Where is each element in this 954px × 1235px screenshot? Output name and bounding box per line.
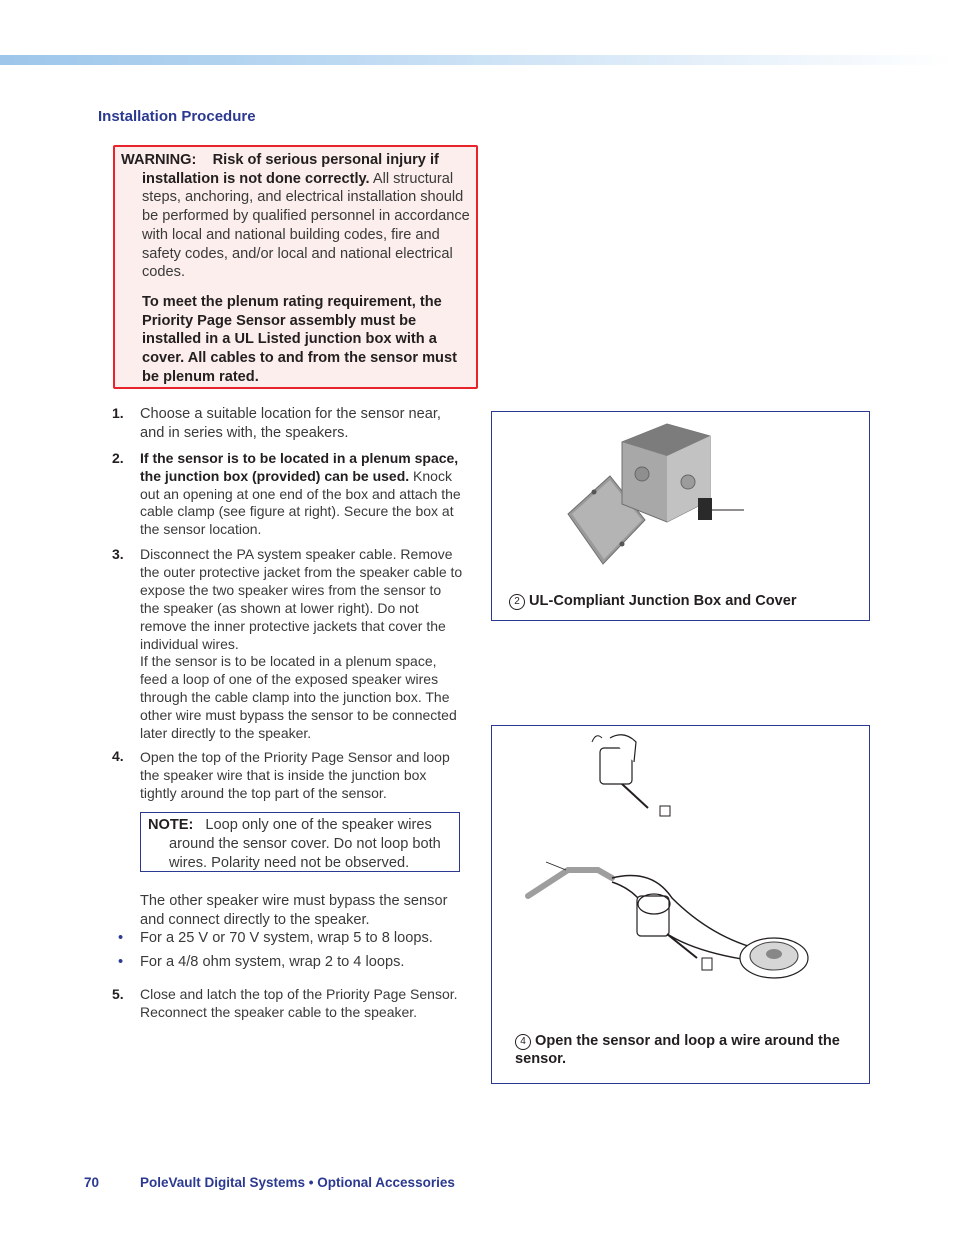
open-arrow (592, 736, 602, 742)
speaker-wire (612, 876, 762, 951)
figure-number-circle: 4 (515, 1034, 531, 1050)
figure-sensor-loop (491, 725, 870, 1084)
sensor-connector (702, 958, 712, 970)
sensor-connector (660, 806, 670, 816)
knockout (681, 475, 695, 489)
figure-caption (509, 592, 797, 610)
warning-paragraph (121, 151, 476, 282)
figure-caption-text: Open the sensor and loop a wire around the sensor. (515, 1033, 840, 1067)
step-3-para-2: If the sensor is to be located in a plenum space, feed a loop of one of the exposed speaker wires through the cable clamp into the junction box. The other wire must bypass the sensor to be connected later directly to the speaker. (140, 653, 457, 742)
speaker-cable (528, 870, 612, 896)
step-number: 5. (112, 986, 124, 1002)
warning-label: WARNING: (121, 152, 197, 168)
cover-screw (620, 542, 625, 547)
bullet-text: For a 4/8 ohm system, wrap 2 to 4 loops. (140, 954, 405, 970)
step-number: 3. (112, 546, 124, 562)
step-3-para-1: Disconnect the PA system speaker cable. Remove the outer protective jacket from the speaker cable to expose the two speaker wires from the sensor to the speaker (as shown at lower right). Do not remove the inner protective jackets that cover the individual wires. (140, 546, 463, 652)
warning-body: All structural steps, anchoring, and electrical installation should be performed by qualified personnel in accordance with local and national building codes, fire and safety codes, and/or local and national electrical codes. (142, 170, 470, 281)
step-1 (112, 405, 464, 445)
warning-box (113, 145, 478, 389)
step-text: Close and latch the top of the Priority Page Sensor. Reconnect the speaker cable to the speaker. (140, 986, 458, 1020)
figure-number-circle: 2 (509, 594, 525, 610)
section-title: Installation Procedure (98, 108, 256, 125)
header-gradient-bar (0, 55, 954, 65)
warning-heading: Risk of serious personal injury if installation is not done correctly. (142, 152, 439, 187)
footer-title: PoleVault Digital Systems • Optional Accessories (140, 1175, 455, 1190)
junction-box-illustration (492, 412, 868, 582)
step-text: Open the top of the Priority Page Sensor and loop the speaker wire that is inside the junction box tightly around the top part of the sensor. (140, 749, 450, 801)
step-2-bold: If the sensor is to be located in a plenum space, the junction box (provided) can be used. (140, 450, 459, 484)
page-number: 70 (84, 1175, 100, 1190)
bypass-text: The other speaker wire must bypass the sensor and connect directly to the speaker. (140, 893, 448, 928)
bullet-dot: • (118, 930, 124, 946)
note-text: Loop only one of the speaker wires around the sensor cover. Do not loop both wires. Polarity need not be observed. (169, 817, 441, 871)
cable-clamp (698, 498, 712, 520)
callout-line (546, 862, 566, 870)
note-label: NOTE: (148, 817, 194, 833)
note-paragraph (148, 816, 459, 873)
step-2-body: Knock out an opening at one end of the box and attach the cable clamp (see figure at right). Secure the box at the sensor location. (140, 467, 461, 538)
step-text: Choose a suitable location for the sensor near, and in series with, the speakers. (140, 406, 441, 441)
sensor-lead (622, 784, 648, 808)
step-text (140, 546, 464, 743)
figure-caption (515, 1032, 860, 1068)
cover-screw (592, 490, 597, 495)
note-box (140, 812, 460, 872)
warning-plenum-text: To meet the plenum rating requirement, the Priority Page Sensor assembly must be installed in a UL Listed junction box with a cover. All cables to and from the sensor must be plenum rated. (142, 293, 457, 385)
figure-caption-text: UL-Compliant Junction Box and Cover (529, 593, 797, 609)
speaker-center (766, 949, 782, 959)
knockout (635, 467, 649, 481)
bullet-dot: • (118, 954, 124, 970)
step-text (140, 450, 464, 539)
step-number: 4. (112, 748, 124, 764)
sensor-loop-illustration (492, 726, 868, 1026)
step-number: 2. (112, 450, 124, 466)
sensor-closed (637, 896, 669, 936)
step-number: 1. (112, 405, 124, 421)
figure-junction-box (491, 411, 870, 621)
bullet-text: For a 25 V or 70 V system, wrap 5 to 8 loops. (140, 930, 433, 946)
